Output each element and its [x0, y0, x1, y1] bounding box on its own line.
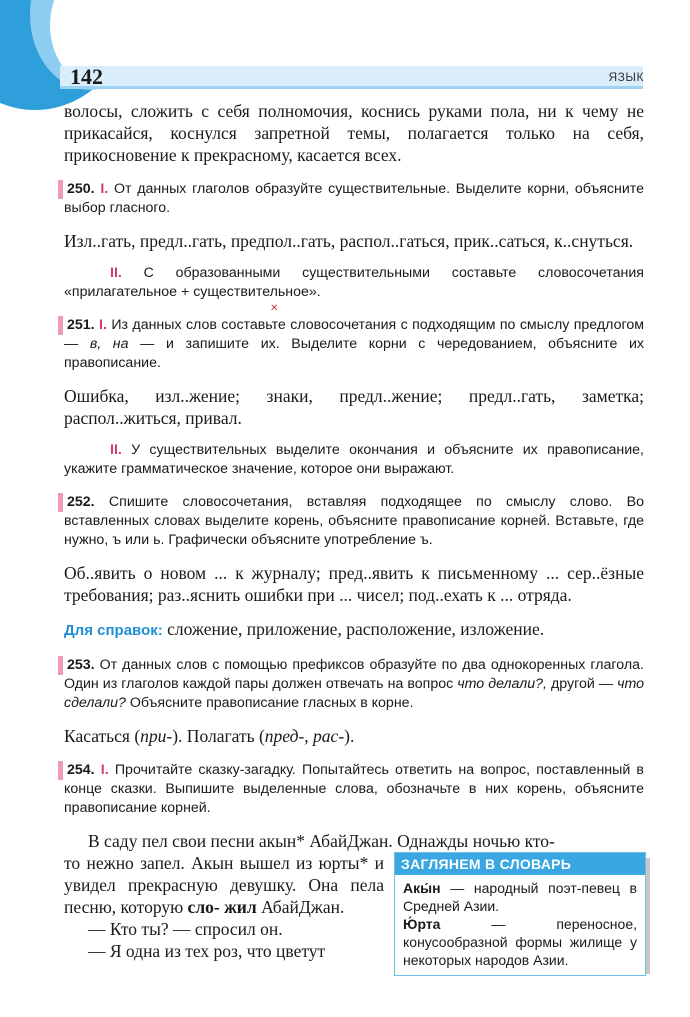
intro-text: волосы, сложить с себя полномочия, коснись руками пола, ни к чему не прикасайся, коснулся запретной темы, полагается только на себя, прикосновение к прекрасному, касается всех. [64, 101, 644, 165]
task-number: 254. [58, 761, 95, 780]
dictionary-term: Акы́н [403, 880, 441, 896]
tale-line: — Кто ты? — спросил он. [88, 919, 283, 939]
dictionary-title: ЗАГЛЯНЕМ В СЛОВАРЬ [395, 853, 645, 875]
task-text: Спишите словосочетания, вставляя подходящее по смыслу слово. Во вставленных словах выделите корень, объясните правописание корней. Вставьте, где нужно, ъ или ь. Графически объясните употребление ъ. [64, 494, 644, 548]
reference-label: Для справок: [64, 622, 163, 639]
tale-text: то нежно запел. Акын вышел из юрты* и увидел прекрасную девушку. Она пела песню, которую [64, 853, 384, 917]
task-number: 251. [58, 316, 95, 335]
word-list: Изл..гать, предл..гать, предпол..гать, распол..гаться, прик..саться, к..снуться. [64, 231, 634, 251]
page-content [64, 100, 645, 968]
task-254 [64, 761, 644, 968]
page-number: 142 [70, 64, 103, 89]
task-text: другой — [551, 676, 614, 692]
word-list: Ошибка, изл..жение; знаки, предл..жение; предл..гать, заметка; распол..житься, привал. [64, 386, 644, 428]
part-numeral: II. [110, 442, 122, 458]
dictionary-definition: — переносное, конусообразной формы жилище у некоторых народов Азии. [403, 916, 638, 968]
task-text: Объясните правописание гласных в корне. [129, 695, 414, 711]
header-band [60, 66, 643, 89]
highlighted-word: сло- [187, 897, 220, 917]
tale-with-dictionary [64, 852, 644, 968]
dictionary-box [394, 852, 646, 976]
tale-text: АбайДжан. [261, 897, 345, 917]
part-numeral: I. [100, 181, 109, 197]
word-text: ). Полагать ( [172, 726, 265, 746]
highlighted-word: жил [224, 897, 257, 917]
task-251 [64, 316, 644, 479]
task-number: 252. [58, 493, 95, 512]
task-text: С образованными существительными составьте словосочетания «прилагательное + существительное». [64, 265, 644, 300]
task-253 [64, 656, 644, 747]
prepositions: в, на [89, 336, 129, 352]
cross-mark-icon: ✕ [270, 303, 279, 314]
task-text: — и запишите их. Выделите корни с чередованием, объясните их правописание. [64, 336, 644, 371]
tale-line: — Я одна из тех роз, что цветут [88, 941, 326, 961]
tale-line: В саду пел свои песни акын* АбайДжан. Однажды ночью кто- [88, 831, 555, 851]
task-number: 250. [58, 180, 95, 199]
part-numeral: I. [99, 317, 107, 333]
part-numeral: II. [110, 265, 122, 281]
task-text: Прочитайте сказку-загадку. Попытайтесь ответить на вопрос, поставленный в конце сказки. Выпишите выделенные слова, обозначьте в них корень, объясните правописание корней. [64, 762, 644, 816]
dictionary-definition: — народный поэт-певец в Средней Азии. [403, 880, 637, 914]
word-text: ). [344, 726, 355, 746]
word-list [64, 725, 644, 747]
task-text: От данных слов с помощью префиксов образуйте по два однокоренных глагола. Один из глаголов каждой пары должен отвечать на вопрос [64, 657, 644, 692]
question-1: что делали?, [457, 676, 547, 692]
word-list: Об..явить о новом ... к журналу; пред..явить к письменному ... сер..ёзные требования; раз..яснить ошибки при ... чисел; под..ехать к ... отряда. [64, 563, 644, 605]
task-text: От данных глаголов образуйте существительные. Выделите корни, объясните выбор гласного. [64, 181, 645, 216]
part-numeral: I. [100, 762, 109, 778]
task-252 [64, 493, 644, 642]
task-number: 253. [58, 656, 95, 675]
task-250 [64, 180, 644, 302]
dictionary-term: Ю́рта [403, 916, 441, 932]
word-text: Касаться ( [64, 726, 141, 746]
prefix: пред-, рас- [264, 726, 345, 746]
subject-title: ЯЗЫК [608, 70, 644, 84]
task-text: Из данных слов составьте словосочетания с подходящим по смыслу предлогом — [64, 317, 644, 352]
question-2: что сделали? [64, 676, 645, 711]
task-text: У существительных выделите окончания и объясните их правописание, укажите грамматическое значение, которое они выражают. [64, 442, 644, 477]
reference-words: сложение, приложение, расположение, изложение. [167, 619, 545, 639]
prefix: при- [140, 726, 173, 746]
